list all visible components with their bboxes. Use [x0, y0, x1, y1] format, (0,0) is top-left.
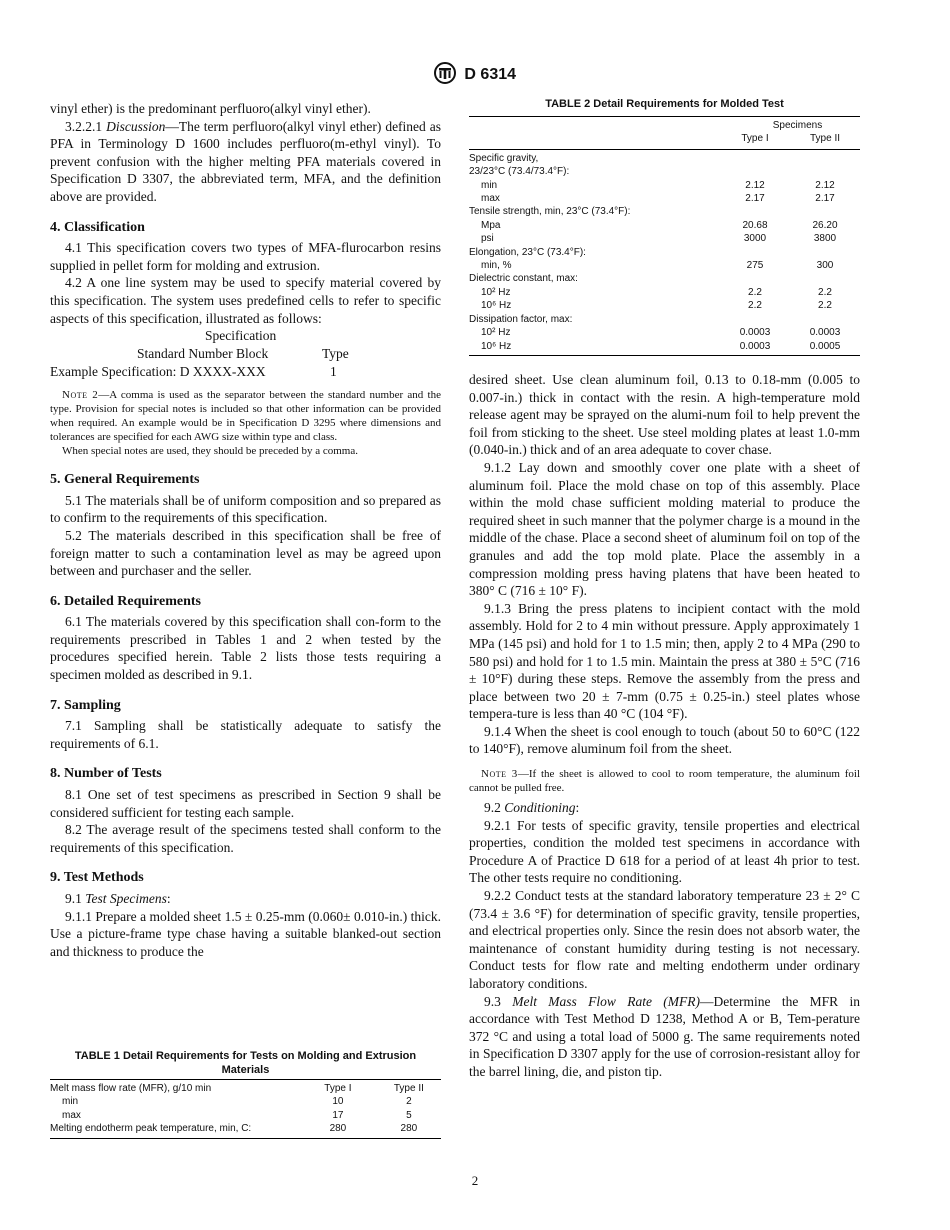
- table-2-col-header: Type II: [809, 133, 840, 145]
- table-cell: psi: [481, 233, 494, 245]
- section-heading-classification: 4. Classification: [50, 219, 145, 235]
- paragraph-9-2: 9.2 Conditioning:: [484, 800, 580, 816]
- table-cell: 2.17: [815, 193, 835, 205]
- paragraph-3-2-2-1: 3.2.2.1 Discussion—The term perfluoro(alkyl vinyl ether) defined as PFA in Terminology D 1600 includes perfluoro(m-ethyl vinyl). To prevent confusion with the higher melting PFA materials covered in Specification D 3307, the abbreviated term, MFA, and the definition above are provided.: [50, 118, 442, 204]
- table-cell: 10: [332, 1096, 344, 1108]
- table-cell: 0.0005: [809, 340, 841, 352]
- table-cell: 2.12: [745, 179, 765, 191]
- table-cell: Type I: [324, 1083, 352, 1094]
- table-cell: [720, 165, 790, 178]
- table-1-grid: [50, 1079, 441, 1139]
- table-cell: Tensile strength, min, 23°C (73.4°F):: [469, 206, 631, 218]
- table-cell: 5: [406, 1109, 412, 1121]
- paragraph-9-1-2: 9.1.2 Lay down and smoothly cover one plate with a sheet of aluminum foil. Place the mold chase on top of this assembly. Place within the mold chase sufficient molding material to produce the required sheet in such manner that the polymer charge is a mound in the middle of the chase. Place a second sheet of aluminum foil on top of the granules and add the top mold plate. Place the assembly in a compression molding press having platens that have been heated to 380° C (716 ± 10° F).: [469, 459, 860, 599]
- table-cell: Melting endotherm peak temperature, min, C:: [50, 1123, 252, 1135]
- section-heading-test-methods: 9. Test Methods: [50, 870, 144, 886]
- table-cell: 23/23°C (73.4/73.4°F):: [469, 166, 570, 178]
- table-cell: 0.0003: [739, 340, 771, 352]
- paragraph: vinyl ether) is the predominant perfluoro(alkyl vinyl ether).: [50, 101, 371, 116]
- table-1: [50, 1049, 441, 1139]
- table-row: [469, 299, 860, 312]
- table-row: [469, 259, 860, 272]
- table-cell: [720, 149, 790, 165]
- table-row: [469, 192, 860, 205]
- astm-logo-icon: [434, 62, 456, 84]
- table-1-caption: TABLE 1 Detail Requirements for Tests on Molding and Extrusion Materials: [74, 1050, 417, 1076]
- table-row: [469, 272, 860, 285]
- note-2: Note 2—A comma is used as the separator between the standard number and the type. Provision for special notes is included so that other information can be provided when required. An example would be in Specification D 3295 where dimensions and tolerances are specified for each AWG size within type and class.: [50, 389, 441, 444]
- paragraph-9-1-1: 9.1.1 Prepare a molded sheet 1.5 ± 0.25-mm (0.060± 0.010-in.) thick. Use a picture-frame type chase having a suitable blanked-out section and thickness to produce the: [50, 908, 441, 959]
- paragraph-9-1-4: 9.1.4 When the sheet is cool enough to touch (about 50 to 60°C (122 to 140°F), remove aluminum foil from the sheet.: [469, 723, 860, 757]
- paragraph-4-1: 4.1 This specification covers two types of MFA-flurocarbon resins supplied in pellet form for molding and extrusion.: [50, 240, 441, 273]
- table-cell: [720, 313, 790, 326]
- table-cell: 275: [746, 260, 764, 272]
- page-header: [0, 62, 950, 84]
- section-heading-number-of-tests: 8. Number of Tests: [50, 766, 162, 782]
- table-row: [469, 313, 860, 326]
- document-designation: D 6314: [464, 66, 517, 83]
- section-heading-sampling: 7. Sampling: [50, 697, 121, 713]
- table-cell: 280: [329, 1123, 347, 1135]
- table-cell: max: [62, 1109, 81, 1121]
- paragraph-9-2-2: 9.2.2 Conduct tests at the standard laboratory temperature 23 ± 2° C (73.4 ± 3.6 °F) for determination of specific gravity, tensile properties, and electrical properties only. Since the resin does not absorb water, the maintenance of constant humidity during testing is not necessary. Conduct tests for flow rate and melting endotherm under ordinary laboratory conditions.: [469, 888, 860, 991]
- table-cell: 2: [406, 1096, 412, 1108]
- table-cell: [790, 246, 860, 259]
- table-row: [469, 149, 860, 165]
- table-cell: [720, 246, 790, 259]
- table-cell: 2.17: [745, 193, 765, 205]
- table-cell: 10⁶ Hz: [481, 340, 512, 352]
- table-cell: 17: [332, 1109, 344, 1121]
- table-cell: 300: [816, 260, 834, 272]
- page-number: 2: [471, 1173, 479, 1188]
- table-cell: Melt mass flow rate (MFR), g/10 min: [50, 1083, 212, 1094]
- paragraph-8-2: 8.2 The average result of the specimens tested shall conform to the requirements of this specification.: [50, 822, 441, 855]
- table-2-col-header: Type I: [741, 133, 769, 145]
- table-cell: [790, 165, 860, 178]
- table-cell: [790, 272, 860, 285]
- paragraph-5-1: 5.1 The materials shall be of uniform composition and so prepared as to confirm to the requirements of this specification.: [50, 492, 441, 526]
- table-row: [469, 179, 860, 192]
- table-cell: Specific gravity,: [469, 152, 539, 164]
- table-row: [50, 1109, 441, 1122]
- table-row: [469, 165, 860, 178]
- table-cell: Mpa: [481, 219, 501, 231]
- table-2-group-header: Specimens: [772, 120, 823, 131]
- table-cell: 2.2: [818, 300, 832, 312]
- table-cell: [790, 313, 860, 326]
- table-row: [469, 340, 860, 356]
- table-row: [469, 219, 860, 232]
- table-cell: [720, 272, 790, 285]
- right-column: [469, 371, 860, 1081]
- table-row: [50, 1095, 441, 1108]
- paragraph-9-3: 9.3 Melt Mass Flow Rate (MFR)—Determine the MFR in accordance with Test Method D 1238, Method A or B, Tem-perature 372 °C and using a total load of 5000 g. The same requirements noted in Specification D 3307 apply for the use of corrosion-resistant alloy for the barrel lining, die, and piston tip.: [469, 993, 861, 1079]
- table-cell: 26.20: [812, 219, 838, 231]
- table-cell: 3800: [813, 233, 837, 245]
- left-column: [50, 100, 441, 960]
- table-cell: 0.0003: [739, 327, 771, 339]
- table-cell: 3000: [743, 233, 767, 245]
- table-cell: 280: [400, 1123, 418, 1135]
- table-cell: min, %: [481, 260, 512, 272]
- note-3: Note 3—If the sheet is allowed to cool to room temperature, the aluminum foil cannot be pulled free.: [469, 768, 860, 795]
- section-heading-general-requirements: 5. General Requirements: [50, 472, 200, 488]
- table-cell: 0.0003: [809, 327, 841, 339]
- table-row: [469, 232, 860, 245]
- table-row: [469, 286, 860, 299]
- section-heading-detailed-requirements: 6. Detailed Requirements: [50, 593, 201, 609]
- table-cell: Dielectric constant, max:: [469, 273, 578, 285]
- specification-example: Specification Standard Number Block Type Example Specification: D XXXX-XXX 1: [50, 328, 349, 380]
- table-cell: Elongation, 23°C (73.4°F):: [469, 246, 586, 258]
- paragraph-9-2-1: 9.2.1 For tests of specific gravity, tensile properties and electrical properties, condition the molded test specimens in accordance with Procedure A of Practice D 618 for a period of at least 4h prior to test. The other tests require no conditioning.: [469, 817, 860, 886]
- table-row: [469, 205, 860, 218]
- table-2-grid: [469, 116, 860, 356]
- table-row: [469, 246, 860, 259]
- paragraph-continued: desired sheet. Use clean aluminum foil, 0.13 to 0.18-mm (0.005 to 0.007-in.) thick in contact with the resin. A high-temperature mold release agent may be sprayed on the alumi-num foil to help prevent the foil from sticking to the sheet. Use steel molding plates at least 1.0-mm (0.040-in.) thick and of an area adequate to cover chase.: [469, 372, 860, 458]
- paragraph-7-1: 7.1 Sampling shall be statistically adequate to satisfy the requirements of 6.1.: [50, 718, 441, 751]
- table-cell: 10⁶ Hz: [481, 300, 512, 312]
- note-2-continued: When special notes are used, they should be preceded by a comma.: [62, 445, 358, 458]
- table-cell: Type II: [393, 1083, 424, 1094]
- table-cell: min: [62, 1096, 79, 1108]
- table-cell: 10² Hz: [481, 327, 511, 339]
- table-cell: 2.2: [748, 300, 762, 312]
- table-2-caption: TABLE 2 Detail Requirements for Molded Test: [545, 98, 784, 110]
- paragraph-5-2: 5.2 The materials described in this specification shall be free of foreign matter to such a contamination level as may be agreed upon between and purchaser and the seller.: [50, 527, 441, 579]
- table-cell: 10² Hz: [481, 286, 511, 298]
- table-cell: [790, 149, 860, 165]
- table-cell: [790, 205, 860, 218]
- paragraph-9-1: 9.1 Test Specimens:: [65, 891, 171, 906]
- table-cell: 2.2: [748, 286, 762, 298]
- paragraph-9-1-3: 9.1.3 Bring the press platens to incipient contact with the mold assembly. Hold for 2 to 4 min without pressure. Apply approximately 1 MPa (145 psi) and hold for 1 to 1.5 min; then, apply 2 to 4 MPa (290 to 580 psi) and hold for 1 to 1.5 min. Maintain the press at 380 ± 5°C (716 ± 10°F) during these steps. Remove the assembly from the press and place between two 20 ± 7-mm (0.75 ± 0.25-in.) steel plates whose tempera-ture is less than 40 °C (104 °F).: [469, 600, 860, 722]
- table-2: [469, 97, 860, 356]
- paragraph-8-1: 8.1 One set of test specimens as prescribed in Section 9 shall be considered sufficient for testing each sample.: [50, 787, 441, 820]
- table-cell: 2.2: [818, 286, 832, 298]
- table-row: [50, 1080, 441, 1096]
- table-cell: 20.68: [742, 219, 768, 231]
- paragraph-6-1: 6.1 The materials covered by this specification shall con-form to the requirements prescribed in Tables 1 and 2 when tested by the procedures specified herein. Table 2 lists those tests requiring a specimen molded as described in 9.1.: [50, 614, 441, 683]
- table-cell: min: [481, 179, 498, 191]
- table-cell: [720, 205, 790, 218]
- table-row: [50, 1122, 441, 1138]
- table-cell: max: [481, 193, 500, 205]
- paragraph-4-2: 4.2 A one line system may be used to specify material covered by this specification. The system uses predefined cells to refer to specific aspects of this specification, illustrated as follows:: [50, 275, 441, 326]
- table-cell: Dissipation factor, max:: [469, 313, 573, 325]
- table-row: [469, 326, 860, 339]
- table-cell: 2.12: [815, 179, 835, 191]
